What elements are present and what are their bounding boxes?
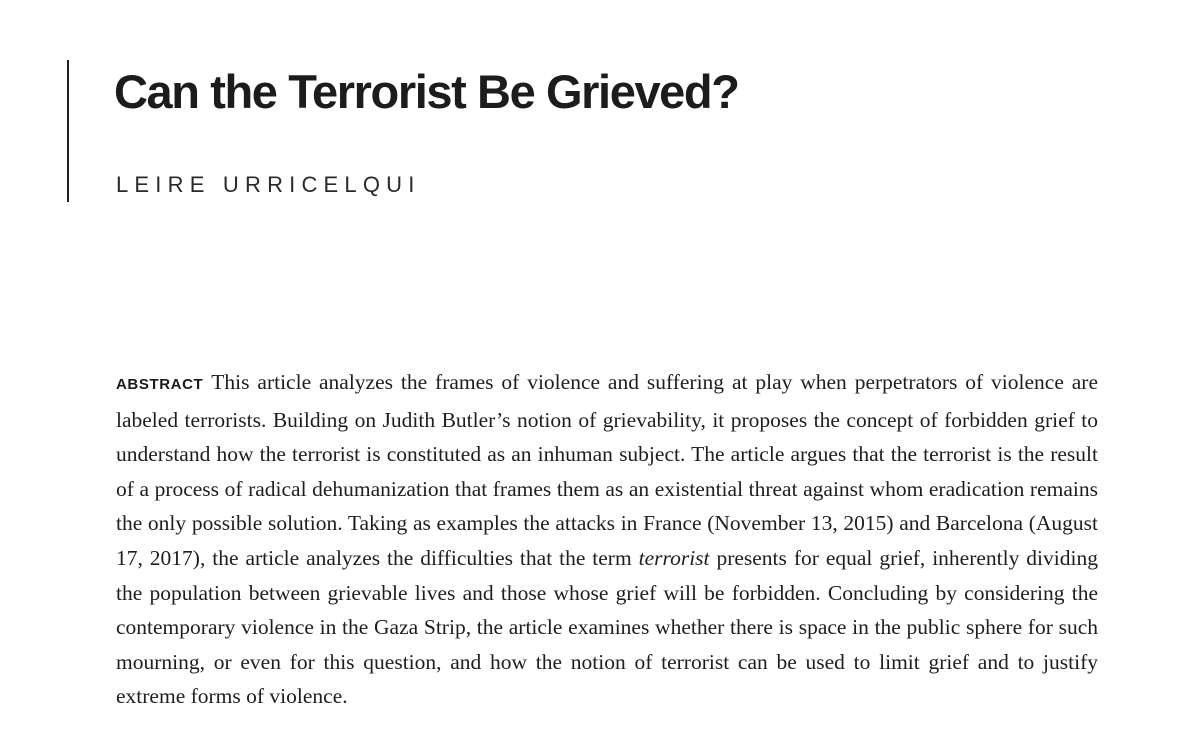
abstract-paragraph — [116, 365, 1098, 714]
article-title: Can the Terrorist Be Grieved? — [114, 65, 739, 118]
abstract-italic-term: terrorist — [638, 545, 710, 570]
abstract-label: ABSTRACT — [116, 376, 204, 393]
vertical-rule — [67, 60, 69, 202]
abstract-text-part-1: This article analyzes the frames of violence and suffering at play when perpetrators of violence are labeled terrorists. Building on Judith Butler’s notion of grievability, it proposes the concept of forbidden grief to understand how the terrorist is constituted as an inhuman subject. The article argues that the terrorist is the result of a process of radical dehumanization that frames them as an existential threat against whom eradication remains the only possible solution. Taking as examples the attacks in France (November 13, 2015) and Barcelona (August 17, 2017), the article analyzes the difficulties that the term — [116, 370, 1098, 570]
abstract-text-part-2: presents for equal grief, inherently dividing the population between grievable lives and those whose grief will be forbidden. Concluding by considering the contemporary violence in the Gaza Strip, the article examines whether there is space in the public sphere for such mourning, or even for this question, and how the notion of terrorist can be used to limit grief and to justify extreme forms of violence. — [116, 545, 1098, 709]
author-name: LEIRE URRICELQUI — [116, 172, 421, 197]
